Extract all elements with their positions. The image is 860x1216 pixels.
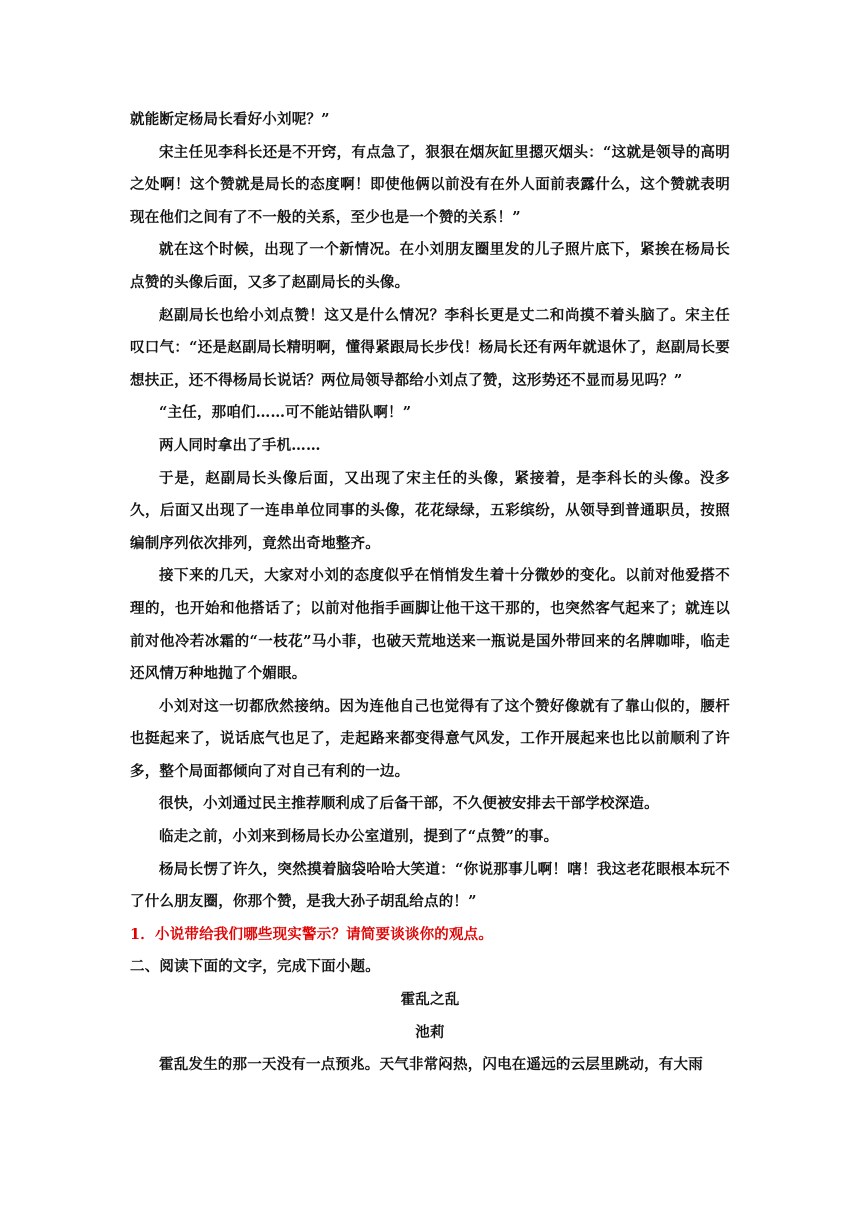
paragraph: 很快，小刘通过民主推荐顺利成了后备干部，不久便被安排去干部学校深造。 bbox=[159, 795, 659, 813]
story-title: 霍乱之乱 bbox=[400, 991, 460, 1009]
question-text: 1．小说带给我们哪些现实警示？请简要谈谈你的观点。 bbox=[130, 925, 494, 943]
paragraph: 宋主任见李科长还是不开窍，有点急了，狠狠在烟灰缸里摁灭烟头：“这就是领导的高明之处啊！这个赞就是局长的态度啊！即使他俩以前没有在外人面前表露什么，这个赞就表明现在他们之间有了不一般的关系，至少也是一个赞的关系！” bbox=[130, 143, 730, 226]
paragraph: 两人同时拿出了手机…… bbox=[159, 436, 321, 454]
paragraph: 于是，赵副局长头像后面，又出现了宋主任的头像，紧接着，是李科长的头像。没多久，后面又出现了一连串单位同事的头像，花花绿绿，五彩缤纷，从领导到普通职员，按照编制序列依次排列，竟然出奇地整齐。 bbox=[130, 469, 730, 552]
paragraph: 临走之前，小刘来到杨局长办公室道别，提到了“点赞”的事。 bbox=[159, 828, 559, 846]
paragraph-continuation: 就能断定杨局长看好小刘呢？” bbox=[130, 111, 330, 128]
paragraph: 杨局长愣了许久，突然摸着脑袋哈哈大笑道：“你说那事儿啊！嗐！我这老花眼根本玩不了什么朋友圈，你那个赞，是我大孙子胡乱给点的！” bbox=[130, 860, 730, 911]
document-body bbox=[130, 104, 730, 1082]
story-author: 池莉 bbox=[415, 1023, 445, 1041]
paragraph: 就在这个时候，出现了一个新情况。在小刘朋友圈里发的儿子照片底下，紧挨在杨局长点赞的头像后面，又多了赵副局长的头像。 bbox=[130, 241, 730, 291]
section-heading: 二、阅读下面的文字，完成下面小题。 bbox=[130, 958, 380, 976]
story-first-paragraph: 霍乱发生的那一天没有一点预兆。天气非常闷热，闪电在遥远的云层里跳动，有大雨 bbox=[159, 1056, 703, 1074]
paragraph: 赵副局长也给小刘点赞！这又是什么情况？李科长更是丈二和尚摸不着头脑了。宋主任叹口气：“还是赵副局长精明啊，懂得紧跟局长步伐！杨局长还有两年就退休了，赵副局长要想扶正，还不得杨局长说话？两位局领导都给小刘点了赞，这形势还不显而易见吗？” bbox=[130, 306, 730, 389]
paragraph: 接下来的几天，大家对小刘的态度似乎在悄悄发生着十分微妙的变化。以前对他爱搭不理的，也开始和他搭话了；以前对他指手画脚让他干这干那的，也突然客气起来了；就连以前对他冷若冰霜的“一枝花”马小菲，也破天荒地送来一瓶说是国外带回来的名牌咖啡，临走还风情万种地抛了个媚眼。 bbox=[130, 567, 730, 683]
paragraph: 小刘对这一切都欣然接纳。因为连他自己也觉得有了这个赞好像就有了靠山似的，腰杆也挺起来了，说话底气也足了，走起路来都变得意气风发，工作开展起来也比以前顺利了许多，整个局面都倾向了对自己有利的一边。 bbox=[130, 697, 730, 780]
paragraph: “主任，那咱们……可不能站错队啊！” bbox=[159, 404, 412, 422]
